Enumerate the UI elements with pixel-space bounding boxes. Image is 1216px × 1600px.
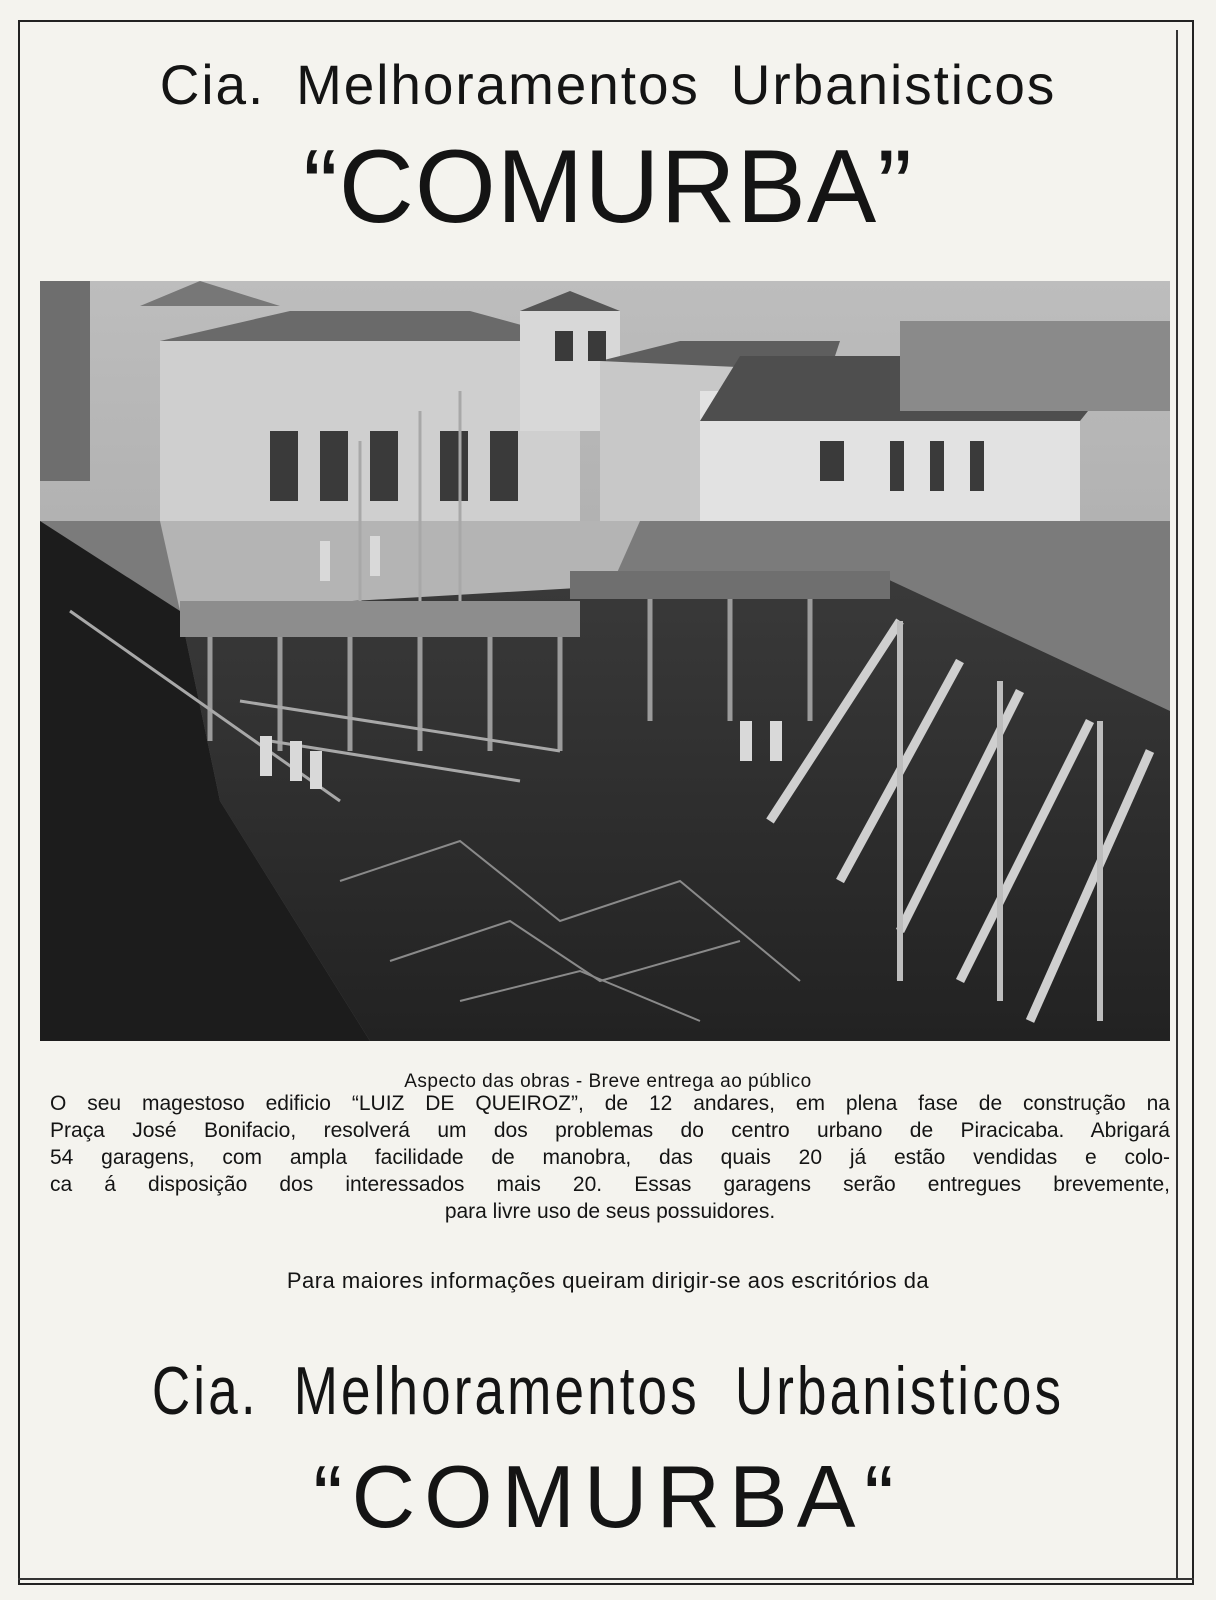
construction-photo-illustration (40, 281, 1170, 1041)
footer-company-name: Cia. Melhoramentos Urbanisticos (151, 1353, 1065, 1429)
footer-brand-name: “COMURBA“ (313, 1447, 903, 1546)
photo-caption: Aspecto das obras - Breve entrega ao público (404, 1071, 812, 1092)
body-line-5: para livre uso de seus possuidores. (444, 1200, 776, 1223)
page-border-bottom (18, 1578, 1194, 1580)
header-brand-name: “COMURBA” (303, 129, 913, 245)
body-line-4: ca á disposição dos interessados mais 20. Essas garagens serão entregues brevemente, (50, 1173, 1170, 1196)
body-line-1: O seu magestoso edificio “LUIZ DE QUEIROZ”, de 12 andares, em plena fase de construção na (50, 1092, 1170, 1115)
construction-photo (40, 281, 1170, 1041)
body-paragraph (50, 1090, 1170, 1225)
body-line-2: Praça José Bonifacio, resolverá um dos problemas do centro urbano de Piracicaba. Abrigará (50, 1119, 1170, 1142)
header-company-name: Cia. Melhoramentos Urbanisticos (159, 53, 1057, 116)
body-line-3: 54 garagens, com ampla facilidade de manobra, das quais 20 já estão vendidas e colo- (50, 1146, 1170, 1169)
contact-line: Para maiores informações queiram dirigir-se aos escritórios da (286, 1268, 930, 1293)
page-border-inner (1176, 30, 1186, 1578)
